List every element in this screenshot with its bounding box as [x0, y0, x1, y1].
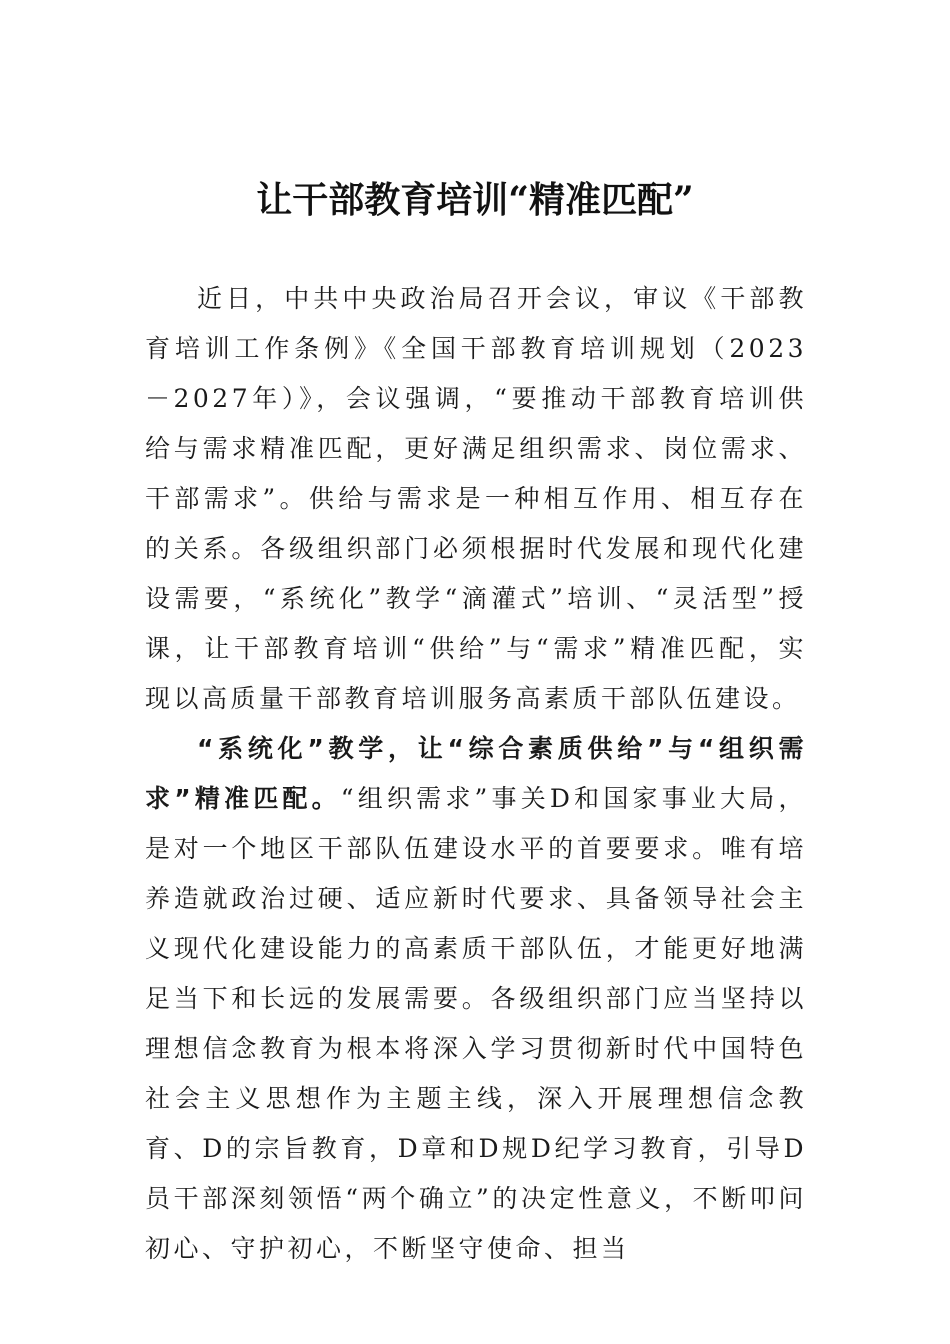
paragraph-intro-text: 近日，中共中央政治局召开会议，审议《干部教育培训工作条例》《全国干部教育培训规划（2023－2027年）》，会议强调，“要推动干部教育培训供给与需求精准匹配，更好满足组织需求、岗位需求、干部需求”。供给与需求是一种相互作用、相互存在的关系。各级组织部门必须根据时代发展和现代化建设需要，“系统化”教学“滴灌式”培训、“灵活型”授课，让干部教育培训“供给”与“需求”精准匹配，实现以高质量干部教育培训服务高素质干部队伍建设。	[145, 284, 807, 713]
document-body	[145, 274, 807, 1274]
paragraph-section-one	[145, 724, 807, 1274]
document-title: 让干部教育培训“精准匹配”	[256, 179, 694, 221]
paragraph-intro	[145, 274, 807, 724]
paragraph-section-one-text: “组织需求”事关D和国家事业大局，是对一个地区干部队伍建设水平的首要要求。唯有培养造就政治过硬、适应新时代要求、具备领导社会主义现代化建设能力的高素质干部队伍，才能更好地满足当下和长远的发展需要。各级组织部门应当坚持以理想信念教育为根本将深入学习贯彻新时代中国特色社会主义思想作为主题主线，深入开展理想信念教育、D的宗旨教育，D章和D规D纪学习教育，引导D员干部深刻领悟“两个确立”的决定性意义，不断叩问初心、守护初心，不断坚守使命、担当	[145, 784, 808, 1263]
section-one-heading: “系统化”教学，让“综合素质供给”与“组织需求”精准匹配。	[145, 734, 807, 813]
